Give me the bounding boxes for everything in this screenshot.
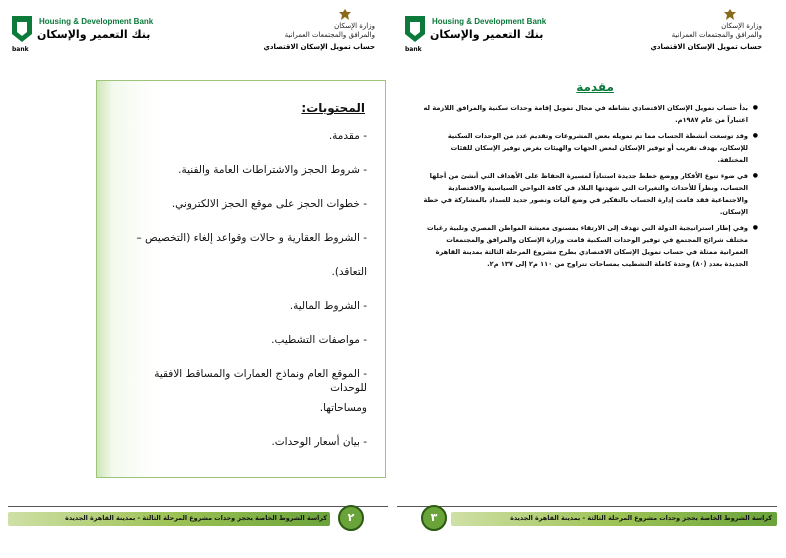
eagle-emblem-icon [338,8,352,22]
ministry-line1: وزارة الإسكان [334,22,375,30]
account-name: حساب تمويل الإسكان الاقتصادي [650,43,762,51]
intro-title: مقدمة [576,80,614,94]
ministry-line2: والمرافق والمجتمعات العمرانية [671,31,762,39]
contents-list [117,129,367,469]
bank-logo-icon [10,14,34,48]
intro-bullet: ● في ضوء تنوع الأفكار ووضع خطط جديدة استناداً لمسيرة الحفاظ على الأهداف التي أنشئ من أجلها الحساب، ونظراً للأحداث والتغيرات التي شهدتها البلاد في كافة النواحي السياسية والاقتصادية والاجتماعية فقد قامت إدارة الحساب بالتفكير في وضع آليات وتصور جديد للسداد بالمشاركة في خطة الإسكان. [420,170,758,218]
intro-bullet: ● وفي إطار استراتيجية الدولة التي تهدف إلى الارتقاء بمستوى معيشة المواطن المصري وتلبية رغبات مختلف شرائح المجتمع في توفير الوحدات السكنية قامت وزارة الإسكان والمرافق والمجتمعات العمرانية ممثلة في حساب تمويل الإسكان الاقتصادي بطرح مشروع المرحلة الثالثة بمدينة القاهرة الجديدة بعدد (٨٠) وحدة كاملة التشطيب بمساحات تتراوح من ١١٠ م٢ إلى ١٣٧ م٢. [420,222,758,270]
contents-item: - شروط الحجز والاشتراطات العامة والفنية. [178,164,367,176]
contents-item: التعاقد). [331,266,367,278]
bank-name-ar: بنك التعمير والإسكان [37,28,151,41]
account-name: حساب تمويل الإسكان الاقتصادي [263,43,375,51]
ministry-line2: والمرافق والمجتمعات العمرانية [284,31,375,39]
contents-panel [96,80,386,478]
contents-item: - مقدمة. [328,130,367,142]
bank-name-en: Housing & Development Bank [432,17,547,26]
page-number-badge: ٢ [338,505,364,531]
ministry-line1: وزارة الإسكان [721,22,762,30]
footer-text: كراسة الشروط الخاصة بحجز وحدات مشروع المرحلة الثالثة - بمدينة القاهرة الجديدة [65,514,327,522]
contents-item: - الشروط العقارية و حالات وقواعد إلغاء (التخصيص – [136,232,367,244]
bank-logo-icon [403,14,427,48]
bank-name-ar: بنك التعمير والإسكان [430,28,544,41]
contents-item: - الموقع العام ونماذج العمارات والمساقط الافقية للوحدات [154,368,367,394]
logo-label: bank [405,46,422,53]
eagle-emblem-icon [723,8,737,22]
bank-name-en: Housing & Development Bank [39,17,154,26]
panel-side-band [97,81,111,477]
contents-title: المحتويات: [301,101,365,115]
footer-text: كراسة الشروط الخاصة بحجز وحدات مشروع المرحلة الثالثة - بمدينة القاهرة الجديدة [510,514,772,522]
footer-divider [397,506,777,507]
footer-divider [8,506,388,507]
contents-item: ومساحاتها. [319,402,367,414]
intro-bullet: ● وقد توسعت أنشطة الحساب مما تم تمويله بعض المشروعات وتقديم عدد من الوحدات السكنية للإسكان، بهدف تقريب أو توفير الإسكان لبعض الجهات والهيئات بغرض توفير الإسكان للفئات المختلفة. [420,130,758,166]
right-page [393,0,786,558]
ministry-name [285,22,375,40]
contents-item: - مواصفات التشطيب. [271,334,367,346]
logo-label: bank [12,46,29,53]
ministry-name [672,22,762,40]
page-number-badge: ٣ [421,505,447,531]
intro-bullet: ● بدأ حساب تمويل الإسكان الاقتصادي نشاطه في مجال تمويل إقامة وحدات سكنية والمرافق اللازمة له اعتباراً من عام ١٩٨٧م. [420,102,758,126]
contents-item: - بيان أسعار الوحدات. [271,436,367,448]
contents-item: - الشروط المالية. [289,300,367,312]
contents-item: - خطوات الحجز على موقع الحجز الالكتروني. [171,198,367,210]
intro-bullets [420,102,758,274]
